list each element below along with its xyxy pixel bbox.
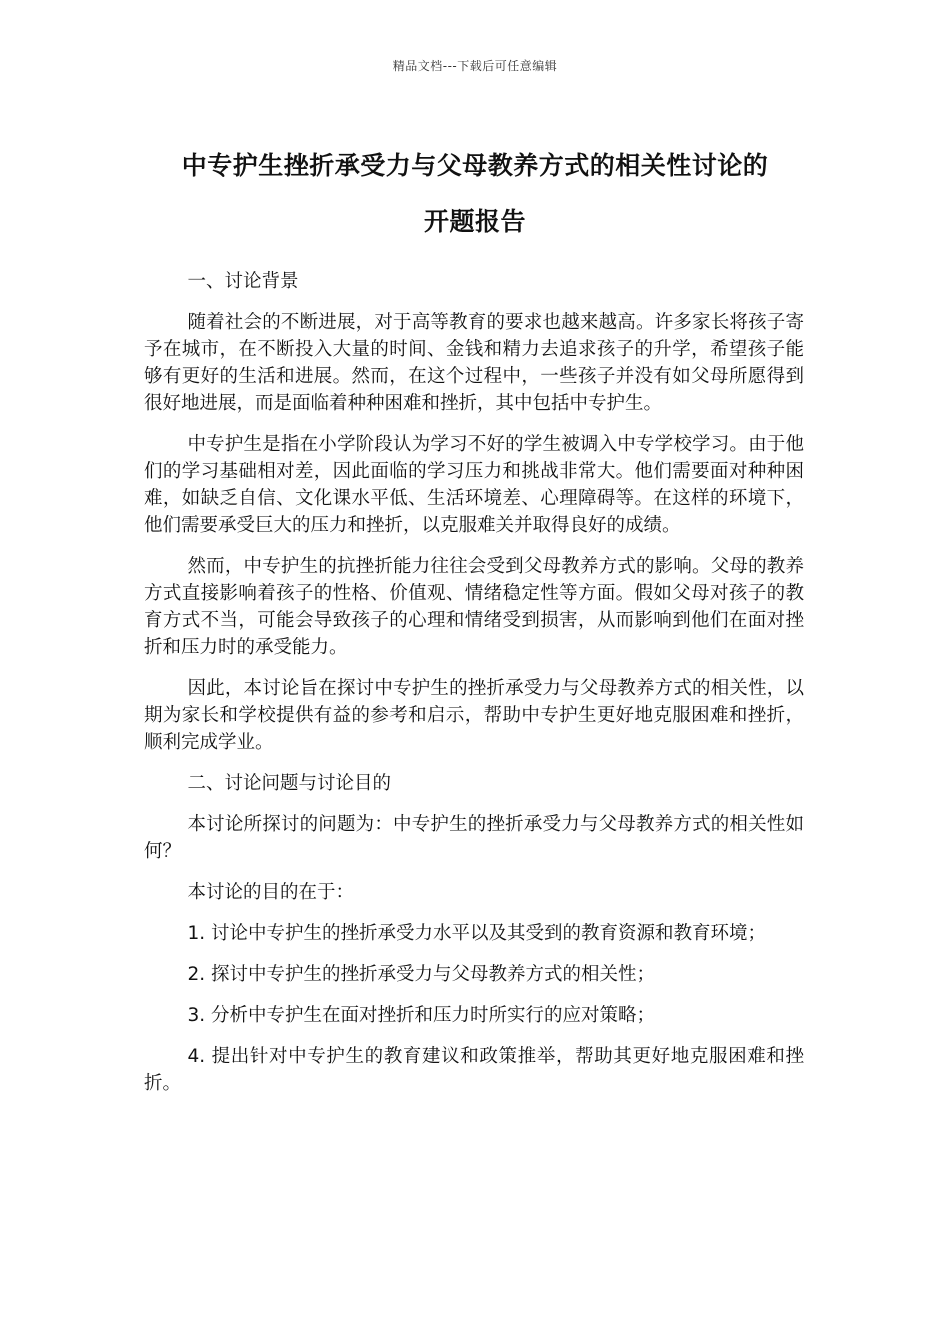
header-note: 精品文档---下载后可任意编辑	[392, 59, 558, 73]
paragraph-question: 本讨论所探讨的问题为：中专护生的挫折承受力与父母教养方式的相关性如何？	[144, 814, 804, 862]
list-item-purpose-4: 4. 提出针对中专护生的教育建议和政策推举，帮助其更好地克服困难和挫折。	[144, 1046, 804, 1094]
title-line-2: 开题报告	[423, 207, 526, 236]
list-item-purpose-1: 1. 讨论中专护生的挫折承受力水平以及其受到的教育资源和教育环境；	[187, 923, 767, 944]
paragraph-purpose-intro: 本讨论的目的在于：	[187, 882, 354, 903]
section-heading-questions: 二、讨论问题与讨论目的	[187, 773, 391, 794]
paragraph-background-4: 因此，本讨论旨在探讨中专护生的挫折承受力与父母教养方式的相关性，以期为家长和学校提供有益的参考和启示，帮助中专护生更好地克服困难和挫折，顺利完成学业。	[144, 678, 804, 753]
paragraph-background-3: 然而，中专护生的抗挫折能力往往会受到父母教养方式的影响。父母的教养方式直接影响着孩子的性格、价值观、情绪稳定性等方面。假如父母对孩子的教育方式不当，可能会导致孩子的心理和情绪受到损害，从而影响到他们在面对挫折和压力时的承受能力。	[144, 556, 804, 658]
document-title	[120, 138, 830, 250]
list-item-purpose-2: 2. 探讨中专护生的挫折承受力与父母教养方式的相关性；	[187, 964, 656, 985]
paragraph-background-1: 随着社会的不断进展，对于高等教育的要求也越来越高。许多家长将孩子寄予在城市，在不断投入大量的时间、金钱和精力去追求孩子的升学，希望孩子能够有更好的生活和进展。然而，在这个过程中，一些孩子并没有如父母所愿得到很好地进展，而是面临着种种困难和挫折，其中包括中专护生。	[144, 312, 804, 414]
document-body	[144, 268, 804, 1111]
paragraph-background-2: 中专护生是指在小学阶段认为学习不好的学生被调入中专学校学习。由于他们的学习基础相对差，因此面临的学习压力和挑战非常大。他们需要面对种种困难，如缺乏自信、文化课水平低、生活环境差、心理障碍等。在这样的环境下，他们需要承受巨大的压力和挫折，以克服难关并取得良好的成绩。	[144, 434, 804, 536]
title-line-1: 中专护生挫折承受力与父母教养方式的相关性讨论的	[181, 151, 769, 180]
section-heading-background: 一、讨论背景	[187, 271, 299, 292]
list-item-purpose-3: 3. 分析中专护生在面对挫折和压力时所实行的应对策略；	[187, 1005, 656, 1026]
